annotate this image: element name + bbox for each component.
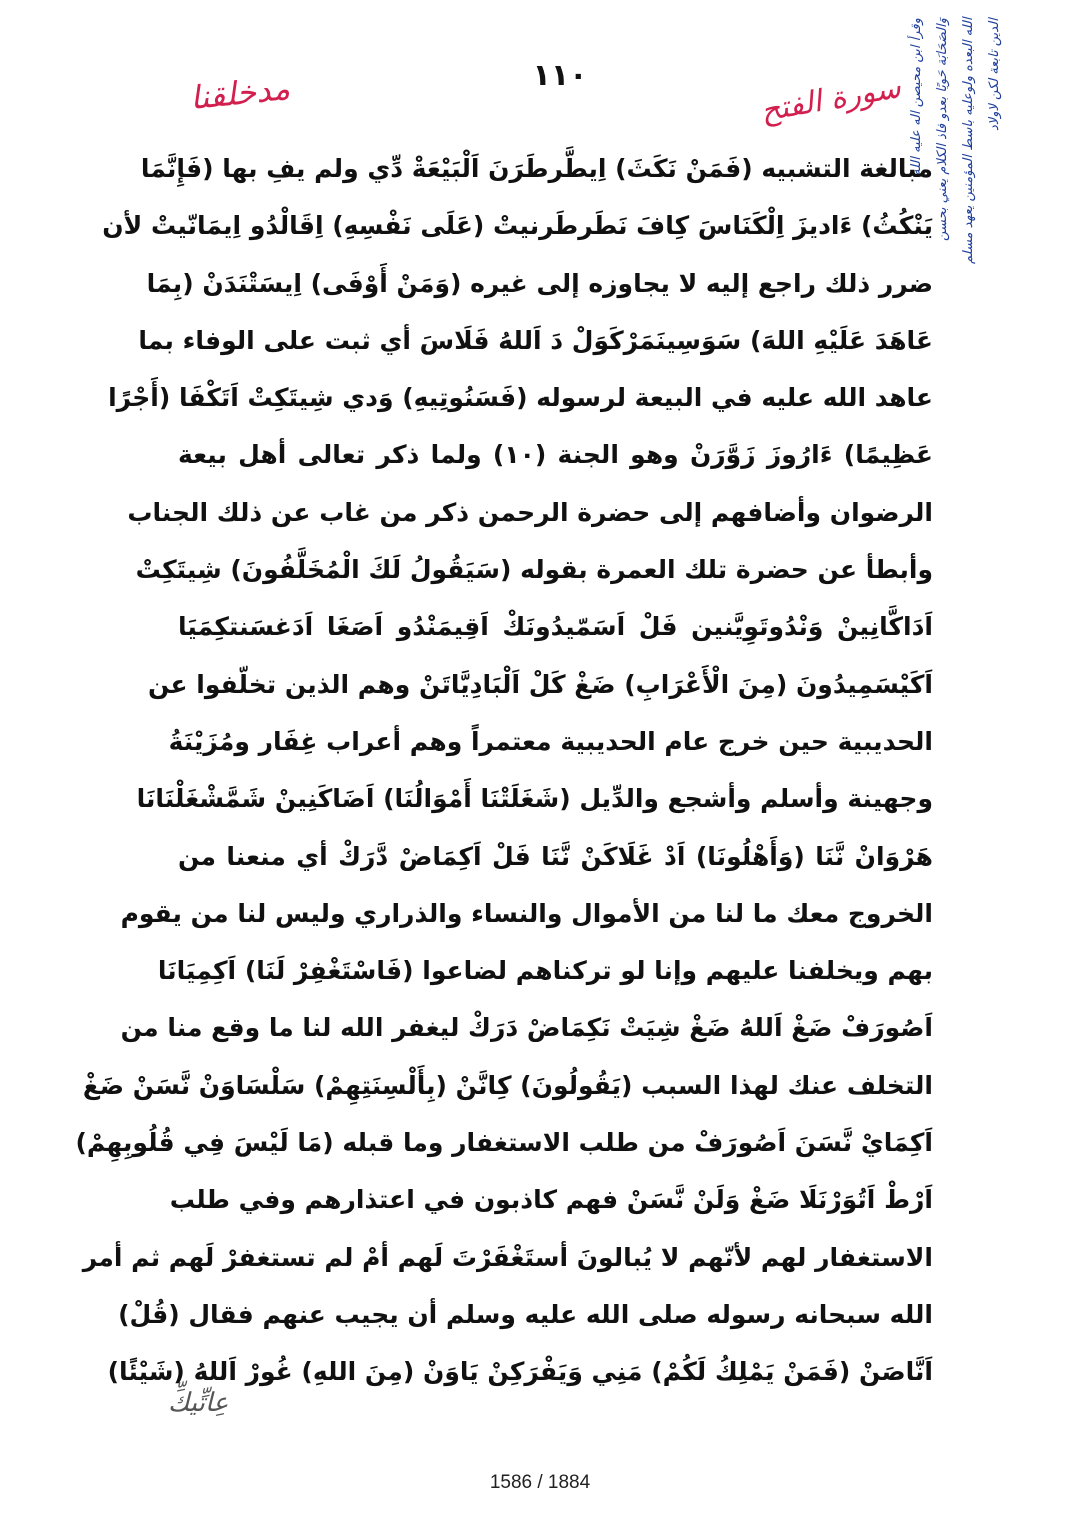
text-line: اَكَيْسَمِيدُونَ (مِنَ الْأَعْرَابِ) ضَغْ كَلْ اَلْبَادِيَّاتَنْ وهم الذين تخلّفوا عن xyxy=(147,669,933,699)
text-line: يَنْكُثُ) ءَاديزَ اِلْكَنَاسَ كِافَ نَطَرطَرنيتْ (عَلَى نَفْسِهِ) اِقَالْدُو اِيمَانّيتْ لأن xyxy=(102,211,933,241)
text-line: عَظِيمًا) ءَارُوزَ زَوَّرَنْ وهو الجنة (١٠) ولما ذكر تعالى أهل بيعة xyxy=(178,440,933,470)
text-line: اَدَاكَّانِينْ وَنْدُوتَوِيَّنين فَلْ اَسَمّيدُونَكْ اَقِيمَنْدُو اَصَغَا اَدَغسَنتكِمَيَا xyxy=(178,612,933,642)
text-line: الله سبحانه رسوله صلى الله عليه وسلم أن يجيب عنهم فقال (قُلْ) xyxy=(118,1299,933,1329)
text-line: مبالغة التشبيه (فَمَنْ نَكَثَ) اِيطَّرطَرَنَ اَلْبَيْعَةْ دِّي ولم يفِ بها (فَإِنَّمَا xyxy=(140,154,933,183)
text-line: بهم ويخلفنا عليهم وإنا لو تركناهم لضاعوا (فَاسْتَغْفِرْ لَنَا) اَكِمِيَانَا xyxy=(157,956,933,986)
text-line: عَاهَدَ عَلَيْهِ اللهَ) سَوَسِينَمَرْكَوَلْ دَ اَللهُ فَلَاسَ أي ثبت على الوفاء بما xyxy=(138,325,933,355)
page-number: ١١٠ xyxy=(532,58,588,93)
catchword: عِاتِّيكِّ xyxy=(168,1388,229,1418)
text-line: ضرر ذلك راجع إليه لا يجاوزه إلى غيره (وَمَنْ أَوْفَى) اِيسَتْنَدَنْ (بِمَا xyxy=(146,268,933,298)
text-line: عاهد الله عليه في البيعة لرسوله (فَسَنُوتِيهِ) وَدي شِيتَكِتْ اَتَكْفَا (أَجْرًا xyxy=(108,383,933,413)
text-line: وجهينة وأسلم وأشجع والدِّيل (شَغَلَتْنَا أَمْوَالُنَا) اَضَاكَنِينْ شَمَّشْغَلْنَانَا xyxy=(136,784,933,814)
margin-note-line: الدين تابعة لكن لاولاد xyxy=(987,18,1002,131)
red-annotation-right: سورة الفتح xyxy=(758,69,904,130)
text-line: هَرْوَانْ نَّنَا (وَأَهْلُونَا) اَدْ غَلَاكَنْ نَّنَا فَلْ اَكِمَاضْ دَّرَكْ أي منعنا من xyxy=(178,841,933,871)
text-line: الخروج معك ما لنا من الأموال والنساء والذراري وليس لنا من يقوم xyxy=(120,898,933,928)
text-line: الحديبية حين خرج عام الحديبية معتمراً وهم أعراب غِفَار ومُزَيْنَةُ xyxy=(168,726,933,756)
margin-note-line: وقرأ ابن محيصن اله عليه الله xyxy=(909,18,924,176)
text-line: التخلف عنك لهذا السبب (يَقُولُونَ) كِانَّنْ (بِأَلْسِنَتِهِمْ) سَلْسَاوَنْ نَّسَنْ ضَغْ xyxy=(82,1070,933,1100)
red-annotation-left: مدخلقنا xyxy=(188,68,292,118)
text-line: وأبطأ عن حضرة تلك العمرة بقوله (سَيَقُولُ لَكَ الْمُخَلَّفُونَ) شِيتَكِتْ xyxy=(135,555,933,585)
text-line: الرضوان وأضافهم إلى حضرة الرحمن ذكر من غاب عن ذلك الجناب xyxy=(127,497,933,527)
margin-note-line: الله البعده ولوعليه باسط المؤمنين يعهد مسلم xyxy=(961,18,976,265)
text-line: اَرْطْ اَتُوَرْنَلَا ضَغْ وَلَنْ نَّسَنْ فهم كاذبون في اعتذارهم وفي طلب xyxy=(169,1185,933,1215)
text-line: الاستغفار لهم لأنّهم لا يُبالونَ أستَغْفَرْتَ لَهم أمْ لم تستغفرْ لَهم ثم أمر xyxy=(82,1242,933,1272)
page-counter: 1586 / 1884 xyxy=(489,1472,591,1493)
text-line: اَنَّاصَنْ (فَمَنْ يَمْلِكُ لَكُمْ) مَنِي وَيَفْرَكِنْ يَاوَنْ (مِنَ اللهِ) غُورْ اَللهُ (شَيْئًا) xyxy=(107,1357,933,1387)
margin-note-line: وَالصَحَابَة حَويًا بعدو فاذ الكلام يعني بحسن xyxy=(935,18,950,241)
text-line: اَصُورَفْ ضَغْ اَللهُ ضَغْ شِيَتْ نَكِمَاضْ دَرَكْ ليغفر الله لنا ما وقع منا من xyxy=(120,1013,933,1043)
text-line: اَكِمَايْ نَّسَنَ اَصُورَفْ من طلب الاستغفار وما قبله (مَا لَيْسَ فِي قُلُوبِهِمْ) xyxy=(75,1128,933,1158)
body-text xyxy=(75,140,933,1401)
